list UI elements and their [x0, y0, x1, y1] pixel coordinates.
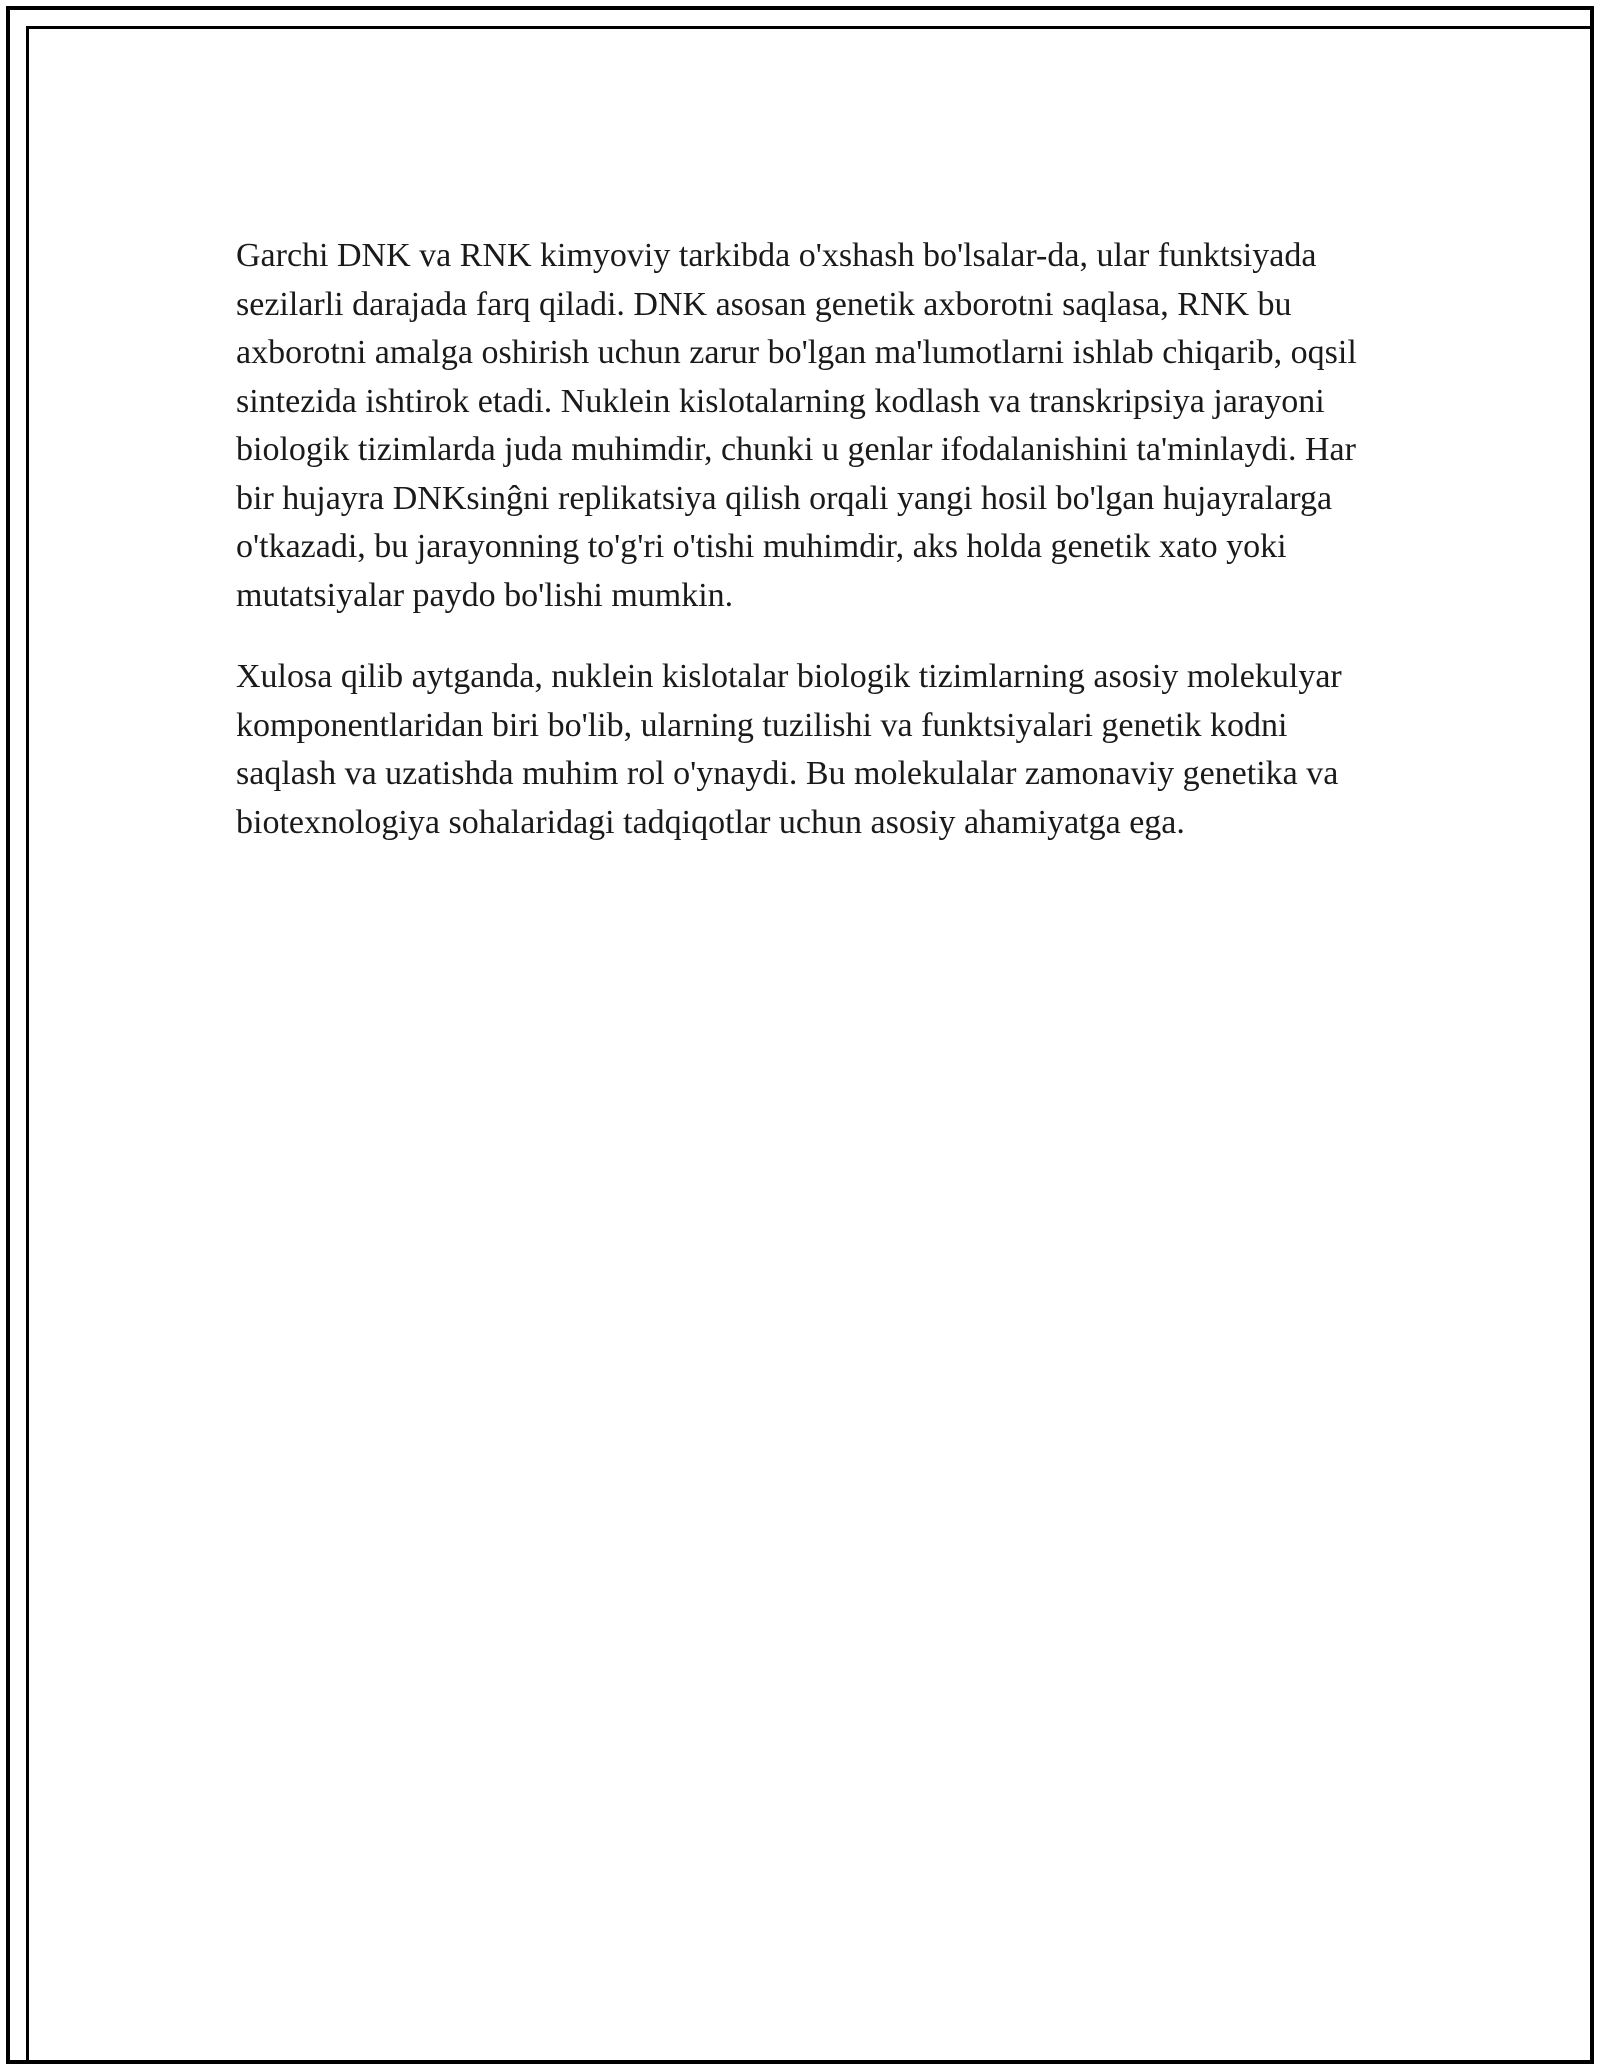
paragraph-1: Garchi DNK va RNK kimyoviy tarkibda o'xshash bo'lsalar-da, ular funktsiyada sezilarli darajada farq qiladi. DNK asosan genetik axborotni saqlasa, RNK bu axborotni amalga oshirish uchun zarur bo'lgan ma'lumotlarni ishlab chiqarib, oqsil sintezida ishtirok etadi. Nuklein kislotalarning kodlash va transkripsiya jarayoni biologik tizimlarda juda muhimdir, chunki u genlar ifodalanishini ta'minlaydi. Har bir hujayra DNKsinĝni replikatsiya qilish orqali yangi hosil bo'lgan hujayralarga o'tkazadi, bu jarayonning to'g'ri o'tishi muhimdir, aks holda genetik xato yoki mutatsiyalar paydo bo'lishi mumkin.	[236, 237, 1357, 614]
document-body	[236, 232, 1376, 847]
paragraph-2: Xulosa qilib aytganda, nuklein kislotalar biologik tizimlarning asosiy molekulyar komponentlaridan biri bo'lib, ularning tuzilishi va funktsiyalari genetik kodni saqlash va uzatishda muhim rol o'ynaydi. Bu molekulalar zamonaviy genetika va biotexnologiya sohalaridagi tadqiqotlar uchun asosiy ahamiyatga ega.	[236, 658, 1342, 841]
